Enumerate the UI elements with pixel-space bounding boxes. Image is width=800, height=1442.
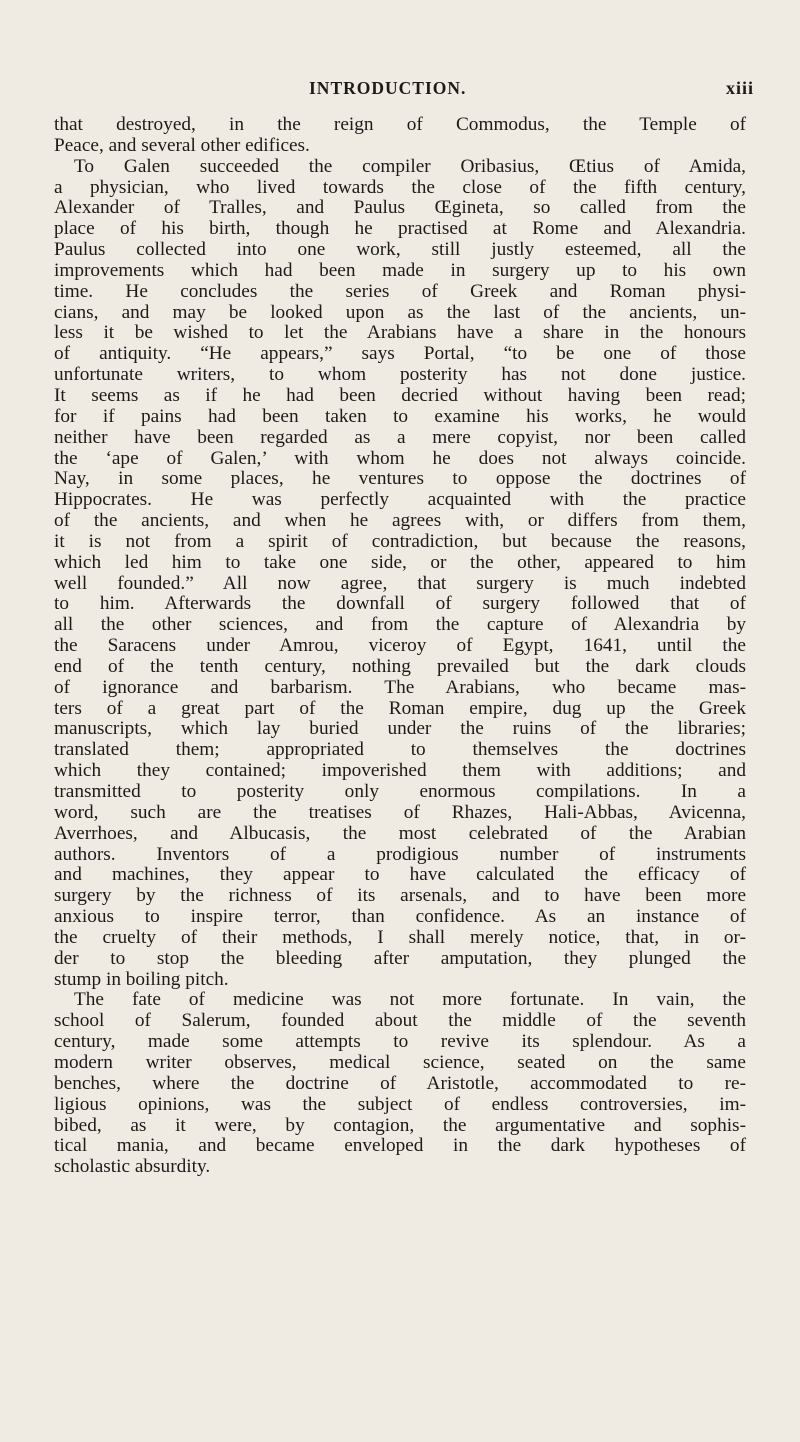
text-line: of antiquity. “He appears,” says Portal, “to be one of those (54, 343, 746, 365)
text-line: Peace, and several other edifices. (54, 134, 310, 156)
text-line: Paulus collected into one work, still justly esteemed, all the (54, 239, 746, 261)
text-line: all the other sciences, and from the capture of Alexandria by (54, 614, 746, 636)
text-line: ligious opinions, was the subject of endless controversies, im- (54, 1093, 746, 1115)
page-number: xiii (726, 78, 755, 98)
text-line: and machines, they appear to have calculated the efficacy of (54, 864, 746, 886)
text-line: for if pains had been taken to examine his works, he would (54, 405, 746, 427)
text-line: scholastic absurdity. (54, 1156, 211, 1178)
text-line: well founded.” All now agree, that surgery is much indebted (54, 572, 746, 594)
text-line: stump in boiling pitch. (54, 968, 229, 990)
text-line: Nay, in some places, he ventures to oppose the doctrines of (54, 468, 746, 490)
text-line: surgery by the richness of its arsenals, and to have been more (54, 885, 746, 907)
text-line: modern writer observes, medical science, seated on the same (54, 1051, 746, 1073)
text-line: ters of a great part of the Roman empire, dug up the Greek (54, 697, 746, 719)
paragraph (54, 115, 746, 157)
text-line: It seems as if he had been decried without having been read; (54, 384, 746, 406)
text-line: der to stop the bleeding after amputation, they plunged the (54, 947, 746, 969)
text-line: unfortunate writers, to whom posterity has not done justice. (54, 364, 746, 386)
body-text (54, 115, 746, 1178)
text-line: transmitted to posterity only enormous compilations. In a (54, 781, 746, 802)
text-line: To Galen succeeded the compiler Oribasius, Œtius of Amida, (74, 155, 746, 177)
text-line: place of his birth, though he practised at Rome and Alexandria. (54, 218, 746, 240)
text-line: the ‘ape of Galen,’ with whom he does not always coincide. (54, 447, 746, 469)
text-line: which led him to take one side, or the other, appeared to him (54, 551, 746, 573)
text-line: time. He concludes the series of Greek and Roman physi- (54, 280, 746, 302)
text-line: improvements which had been made in surgery up to his own (54, 259, 746, 281)
running-head (0, 78, 800, 108)
text-line: tical mania, and became enveloped in the dark hypotheses of (54, 1135, 746, 1157)
paragraph (54, 157, 746, 991)
text-line: translated them; appropriated to themselves the doctrines (54, 739, 746, 761)
text-line: Hippocrates. He was perfectly acquainted with the practice (54, 489, 746, 511)
paragraph (54, 990, 746, 1178)
text-line: the cruelty of their methods, I shall merely notice, that, in or- (54, 926, 746, 948)
text-line: Averrhoes, and Albucasis, the most celebrated of the Arabian (54, 822, 746, 844)
text-line: cians, and may be looked upon as the last of the ancients, un- (54, 301, 746, 323)
text-line: it is not from a spirit of contradiction, but because the reasons, (54, 530, 746, 552)
text-line: authors. Inventors of a prodigious number of instruments (54, 843, 746, 865)
text-line: neither have been regarded as a mere copyist, nor been called (54, 426, 746, 448)
running-title: INTRODUCTION. (309, 78, 467, 98)
text-line: anxious to inspire terror, than confidence. As an instance of (54, 906, 746, 928)
text-line: school of Salerum, founded about the middle of the seventh (54, 1010, 746, 1032)
text-line: century, made some attempts to revive its splendour. As a (54, 1031, 746, 1053)
text-line: to him. Afterwards the downfall of surgery followed that of (54, 593, 746, 615)
text-line: a physician, who lived towards the close of the fifth century, (54, 176, 746, 198)
text-line: the Saracens under Amrou, viceroy of Egypt, 1641, until the (54, 635, 746, 657)
text-line: that destroyed, in the reign of Commodus, the Temple of (54, 114, 746, 135)
text-line: of the ancients, and when he agrees with, or differs from them, (54, 510, 746, 532)
text-line: end of the tenth century, nothing prevailed but the dark clouds (54, 655, 746, 677)
text-line: which they contained; impoverished them with additions; and (54, 760, 746, 782)
text-line: benches, where the doctrine of Aristotle, accommodated to re- (54, 1072, 746, 1094)
text-line: The fate of medicine was not more fortunate. In vain, the (74, 989, 746, 1011)
text-line: less it be wished to let the Arabians have a share in the honours (54, 322, 746, 344)
text-line: bibed, as it were, by contagion, the argumentative and sophis- (54, 1114, 746, 1136)
text-line: manuscripts, which lay buried under the ruins of the libraries; (54, 718, 746, 740)
text-line: Alexander of Tralles, and Paulus Œgineta, so called from the (54, 197, 746, 219)
text-line: of ignorance and barbarism. The Arabians, who became mas- (54, 676, 746, 698)
text-line: word, such are the treatises of Rhazes, Hali-Abbas, Avicenna, (54, 801, 746, 823)
